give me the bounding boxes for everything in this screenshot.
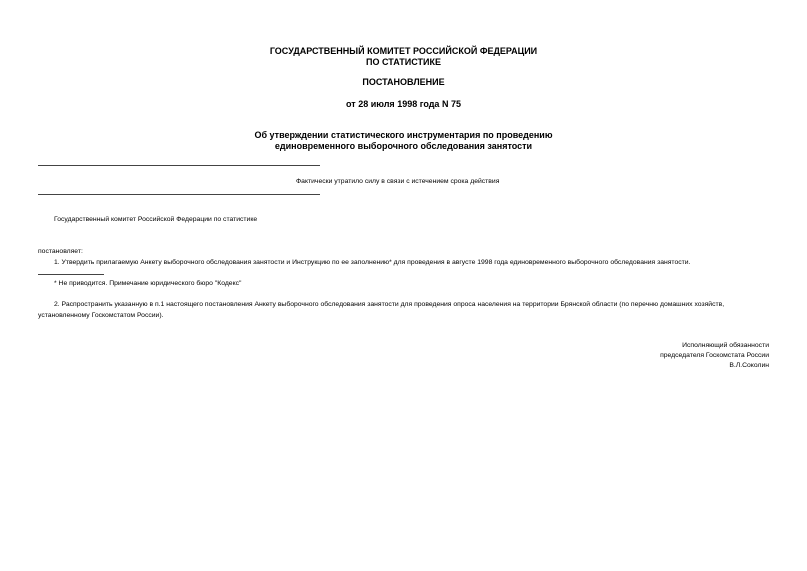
subject-line1: Об утверждении статистического инструментария по проведению <box>254 130 553 140</box>
organization-name-line1: ГОСУДАРСТВЕННЫЙ КОМИТЕТ РОССИЙСКОЙ ФЕДЕРАЦИИ <box>269 46 538 56</box>
signature-title-line2: председателя Госкомстата России <box>660 352 769 359</box>
status-note: Фактически утратило силу в связи с истечением срока действия <box>296 178 500 185</box>
divider-bottom <box>38 194 320 195</box>
footnote-text: * Не приводится. Примечание юридического бюро "Кодекс" <box>54 280 242 287</box>
signature-title-line1: Исполняющий обязанности <box>682 342 769 349</box>
resolves-text: постановляет: <box>38 248 83 255</box>
subject-line2: единовременного выборочного обследования занятости <box>274 141 533 151</box>
document-date-number: от 28 июля 1998 года N 75 <box>346 99 461 109</box>
signature-name: В.Л.Соколин <box>729 362 769 369</box>
issuer-text: Государственный комитет Российской Федерации по статистике <box>54 216 258 223</box>
signature-block <box>660 341 769 371</box>
item-2-text: 2. Распространить указанную в п.1 настоящего постановления Анкету выборочного обследования занятости для проведения опроса населения на территории Брянской области (по перечню домашних хозяйств, установленному Госкомстатом России). <box>38 301 725 319</box>
organization-name-line2: ПО СТАТИСТИКЕ <box>366 57 441 67</box>
document-type: ПОСТАНОВЛЕНИЕ <box>362 77 445 87</box>
divider-top <box>38 165 320 166</box>
footnote-divider <box>38 274 104 275</box>
item-1-text: 1. Утвердить прилагаемую Анкету выборочного обследования занятости и Инструкцию по ее заполнению* для проведения в августе 1998 года единовременного выборочного обследования занятости. <box>54 259 691 266</box>
